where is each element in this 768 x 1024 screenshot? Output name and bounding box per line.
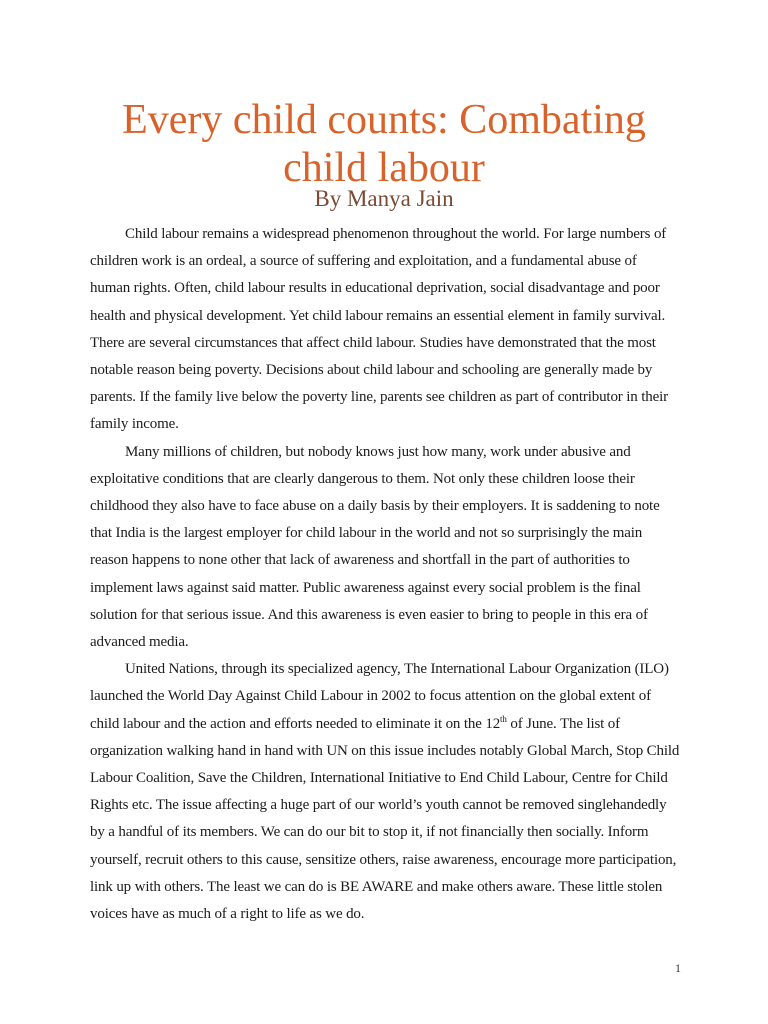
paragraph-2: Many millions of children, but nobody knows just how many, work under abusive and exploitative conditions that are clearly dangerous to them. Not only these children loose their childhood they also have to face abuse on a daily basis by their employers. It is saddening to note that India is the largest employer for child labour in the world and not so surprisingly the main reason happens to none other that lack of awareness and shortfall in the part of authorities to implement laws against said matter. Public awareness against every social problem is the final solution for that serious issue. And this awareness is even easier to bring to people in this era of advanced media. — [90, 443, 660, 651]
paragraph-3-part-2: of June. The list of organization walking hand in hand with UN on this issue includes notably Global March, Stop Child Labour Coalition, Save the Children, International Initiative to End Child Labour, Centre for Child Rights etc. The issue affecting a huge part of our world’s youth cannot be removed singlehandedly by a handful of its members. We can do our bit to stop it, if not financially then socially. Inform yourself, recruit others to this cause, sensitize others, raise awareness, encourage more participation, link up with others. The least we can do is BE AWARE and make others aware. These little stolen voices have as much of a right to life as we do. — [90, 715, 680, 923]
article-body — [90, 221, 680, 928]
ordinal-suffix: th — [500, 713, 507, 724]
page-title — [0, 96, 768, 192]
author-byline: By Manya Jain — [314, 186, 454, 211]
title-line-2: child labour — [283, 145, 485, 191]
paragraph-3 — [90, 656, 680, 928]
paragraph-3-part-1: United Nations, through its specialized agency, The International Labour Organization (ILO) launched the World Day Against Child Labour in 2002 to focus attention on the global extent of child labour and the action and efforts needed to eliminate it on the 12 — [90, 661, 669, 732]
paragraph-1: Child labour remains a widespread phenomenon throughout the world. For large numbers of children work is an ordeal, a source of suffering and exploitation, and a fundamental abuse of human rights. Often, child labour results in educational deprivation, social disadvantage and poor health and physical development. Yet child labour remains an essential element in family survival. There are several circumstances that affect child labour. Studies have demonstrated that the most notable reason being poverty. Decisions about child labour and schooling are generally made by parents. If the family live below the poverty line, parents see children as part of contributor in their family income. — [90, 226, 668, 433]
title-line-1: Every child counts: Combating — [122, 97, 646, 143]
page-number: 1 — [675, 961, 681, 975]
